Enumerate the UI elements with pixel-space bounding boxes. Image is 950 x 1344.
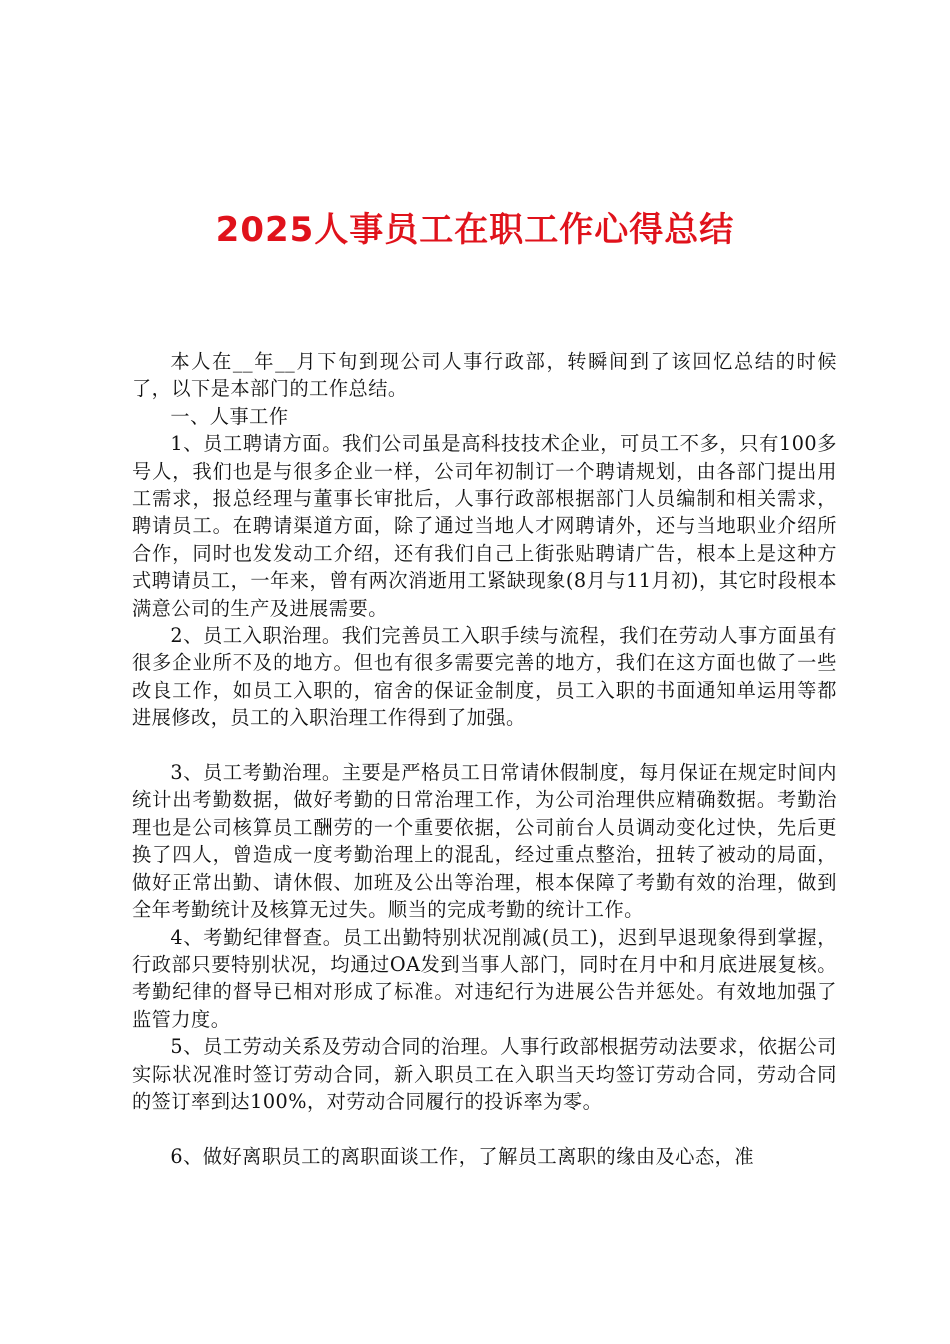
- paragraph-attendance: 3、员工考勤治理。主要是严格员工日常请休假制度，每月保证在规定时间内统计出考勤数据，做好考勤的日常治理工作，为公司治理供应精确数据。考勤治理也是公司核算员工酬劳的一个重要依据，公司前台人员调动变化过快，先后更换了四人，曾造成一度考勤治理上的混乱，经过重点整治，扭转了被动的局面，做好正常出勤、请休假、加班及公出等治理，根本保障了考勤有效的治理，做到全年考勤统计及核算无过失。顺当的完成考勤的统计工作。: [132, 761, 837, 922]
- section-heading-personnel: 一、人事工作: [170, 404, 289, 428]
- document-title: 2025人事员工在职工作心得总结: [215, 210, 735, 250]
- document-body: [132, 348, 837, 1170]
- paragraph-labor-contracts: 5、员工劳动关系及劳动合同的治理。人事行政部根据劳动法要求，依据公司实际状况准时签订劳动合同，新入职员工在入职当天均签订劳动合同，劳动合同的签订率到达100%，对劳动合同履行的投诉率为零。: [132, 1035, 837, 1113]
- paragraph-exit-interviews: 6、做好离职员工的离职面谈工作，了解员工离职的缘由及心态，准: [170, 1144, 755, 1168]
- paragraph-onboarding: 2、员工入职治理。我们完善员工入职手续与流程，我们在劳动人事方面虽有很多企业所不及的地方。但也有很多需要完善的地方，我们在这方面也做了一些改良工作，如员工入职的，宿舍的保证金制度，员工入职的书面通知单运用等都进展修改，员工的入职治理工作得到了加强。: [132, 624, 837, 730]
- paragraph-recruitment: 1、员工聘请方面。我们公司虽是高科技技术企业，可员工不多，只有100多号人，我们也是与很多企业一样，公司年初制订一个聘请规划，由各部门提出用工需求，报总经理与董事长审批后，人事行政部根据部门人员编制和相关需求，聘请员工。在聘请渠道方面，除了通过当地人才网聘请外，还与当地职业介绍所合作，同时也发发动工介绍，还有我们自己上街张贴聘请广告，根本上是这种方式聘请员工，一年来，曾有两次消逝用工紧缺现象(8月与11月初)，其它时段根本满意公司的生产及进展需要。: [132, 432, 837, 620]
- paragraph-intro: 本人在__年__月下旬到现公司人事行政部，转瞬间到了该回忆总结的时候了，以下是本部门的工作总结。: [132, 350, 837, 401]
- paragraph-discipline: 4、考勤纪律督查。员工出勤特别状况削减(员工)，迟到早退现象得到掌握，行政部只要特别状况，均通过OA发到当事人部门，同时在月中和月底进展复核。考勤纪律的督导已相对形成了标准。对违纪行为进展公告并惩处。有效地加强了监管力度。: [132, 925, 837, 1031]
